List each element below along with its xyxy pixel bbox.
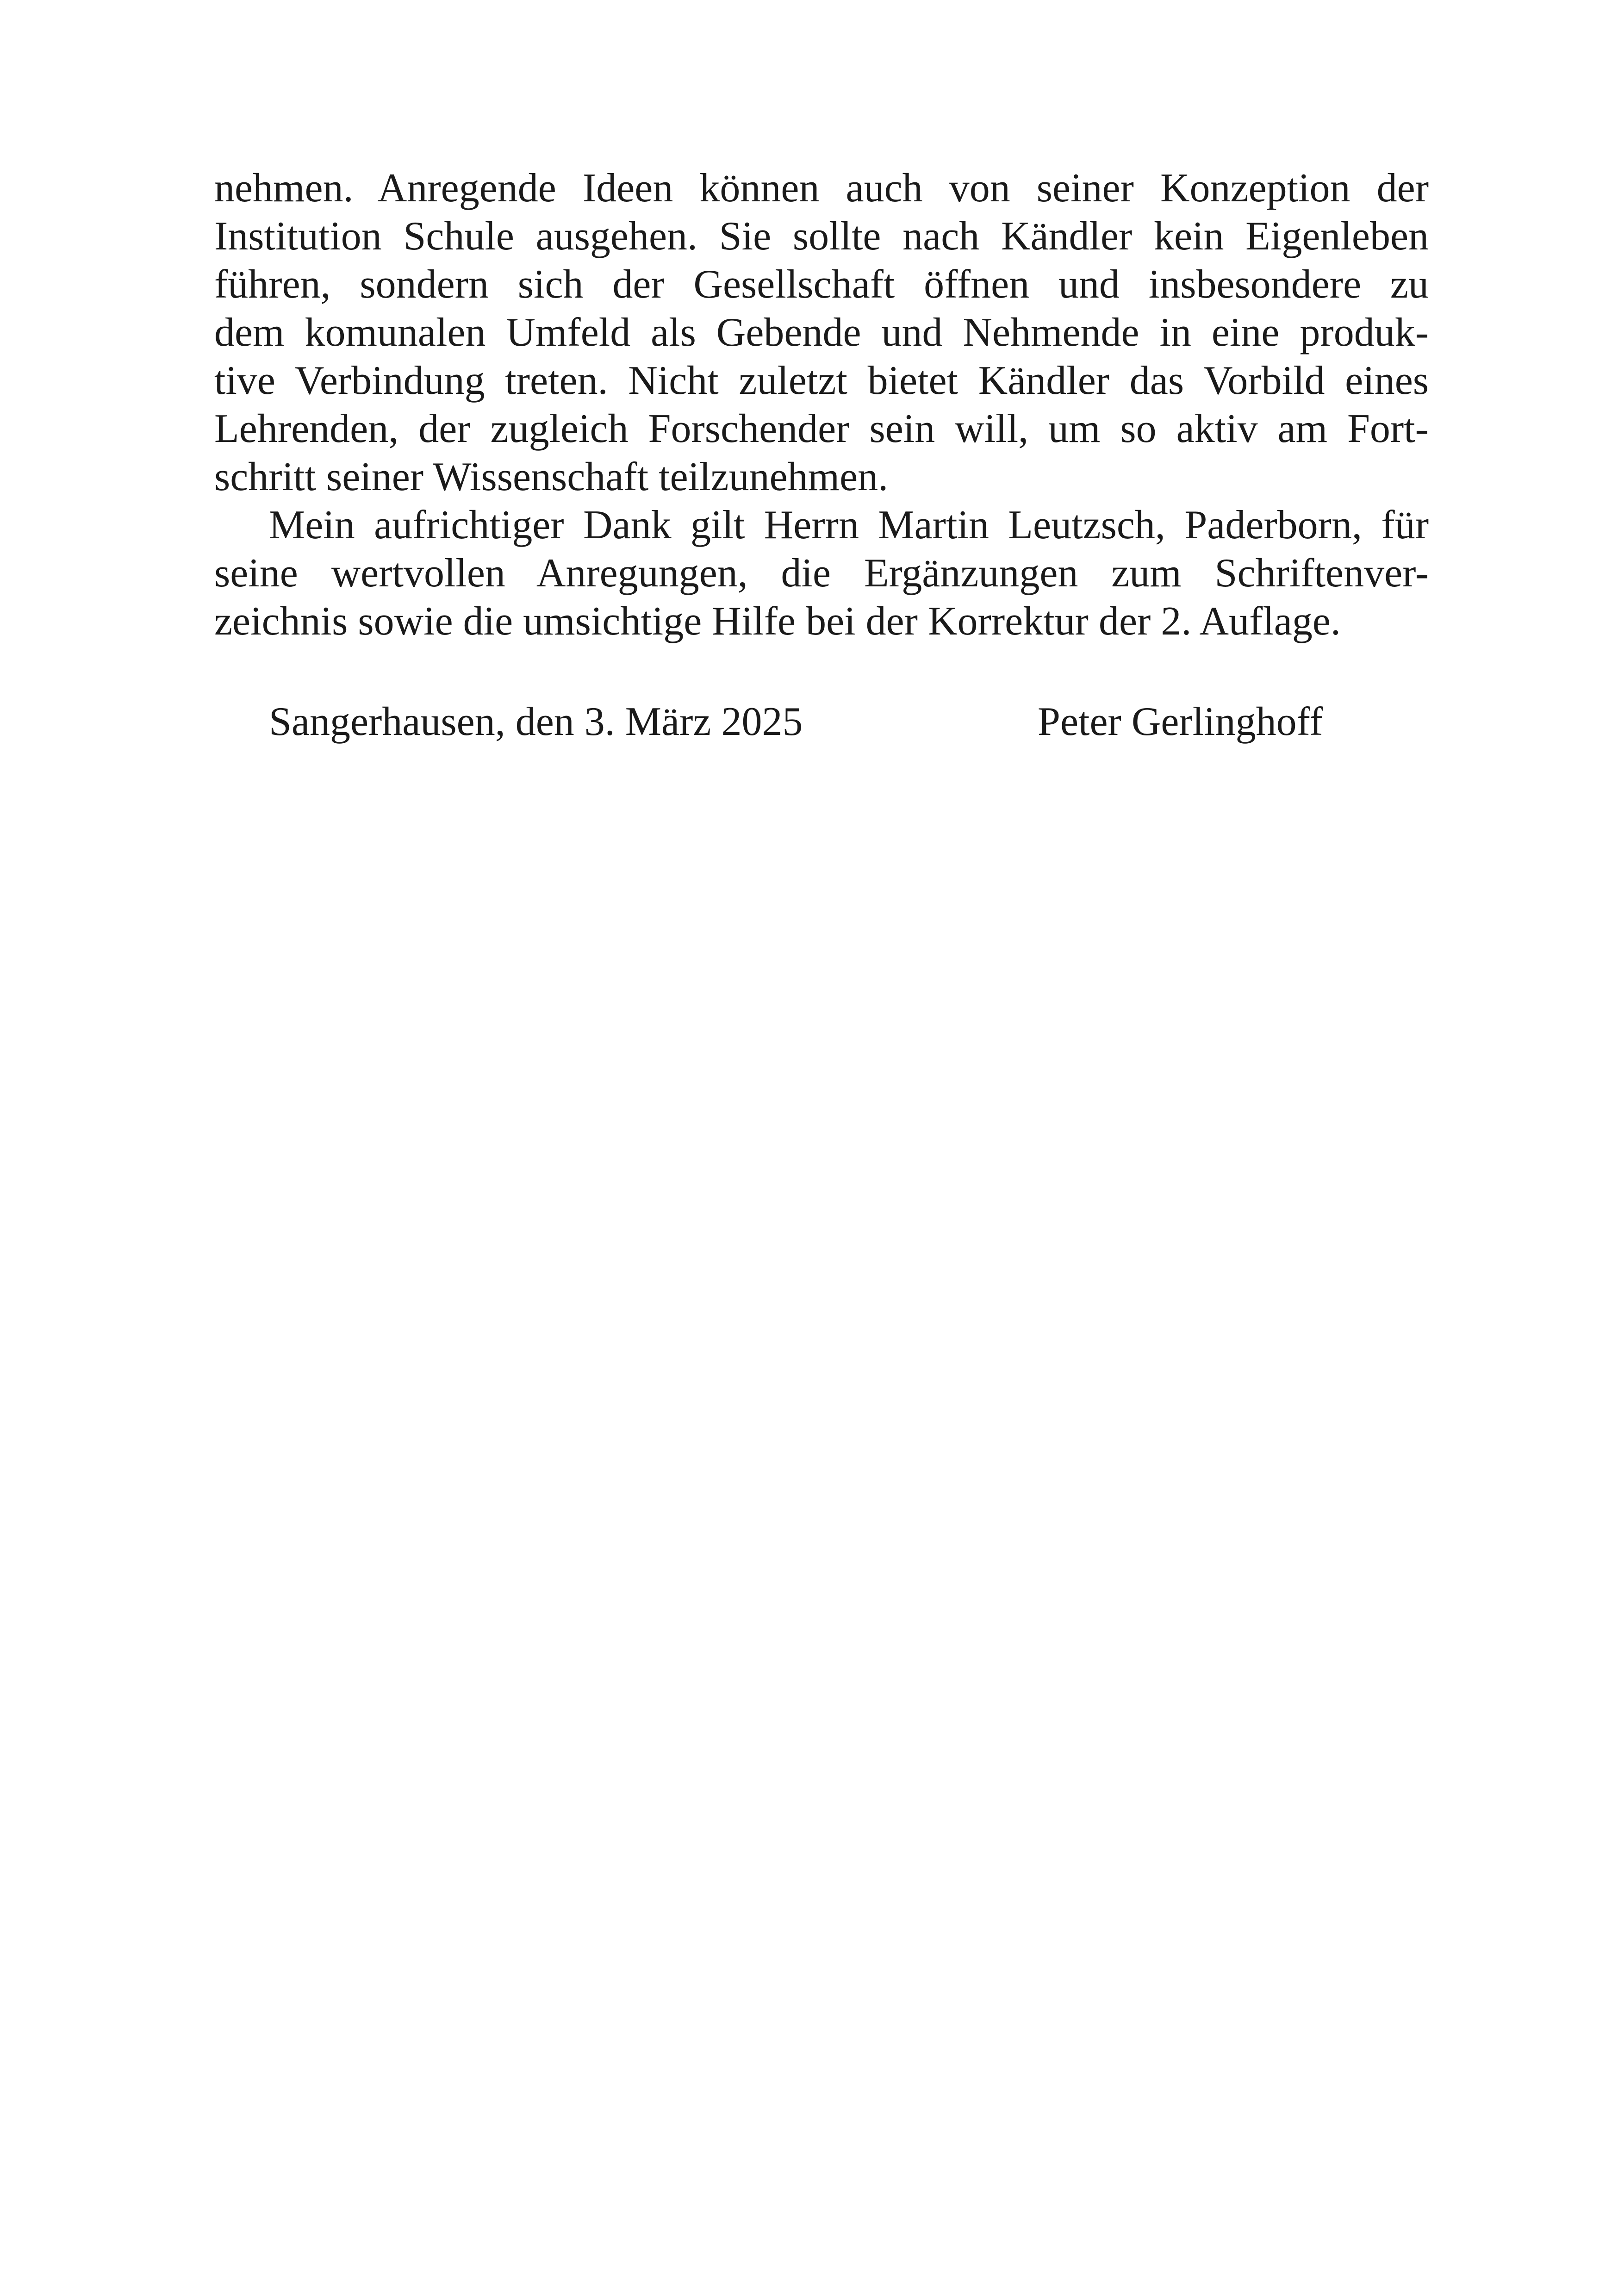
text-line: tive Verbindung treten. Nicht zuletzt bietet Kändler das Vorbild eines	[214, 358, 1429, 403]
text-line: Mein aufrichtiger Dank gilt Herrn Martin Leutzsch, Paderborn, für	[269, 503, 1429, 548]
author-name: Peter Gerlinghoff	[1038, 699, 1323, 744]
text-line: zeichnis sowie die umsichtige Hilfe bei der Korrektur der 2. Auflage.	[214, 599, 1341, 644]
text-line: Lehrenden, der zugleich Forschender sein will, um so aktiv am Fort-	[214, 406, 1429, 451]
body-text	[214, 164, 1429, 646]
text-line: nehmen. Anregende Ideen können auch von seiner Konzeption der	[214, 166, 1429, 211]
text-line: seine wertvollen Anregungen, die Ergänzungen zum Schriftenver-	[214, 551, 1429, 596]
paragraph-acknowledgement	[214, 501, 1429, 646]
text-line: Institution Schule ausgehen. Sie sollte nach Kändler kein Eigenleben	[214, 214, 1429, 259]
text-line: führen, sondern sich der Gesellschaft öffnen und insbesondere zu	[214, 262, 1429, 307]
text-line: schritt seiner Wissenschaft teilzunehmen.	[214, 454, 889, 499]
signature-line	[0, 698, 1618, 749]
place-and-date: Sangerhausen, den 3. März 2025	[269, 699, 803, 744]
text-line: dem komunalen Umfeld als Gebende und Nehmende in eine produk-	[214, 310, 1429, 355]
paragraph-closing-remarks	[214, 164, 1429, 501]
